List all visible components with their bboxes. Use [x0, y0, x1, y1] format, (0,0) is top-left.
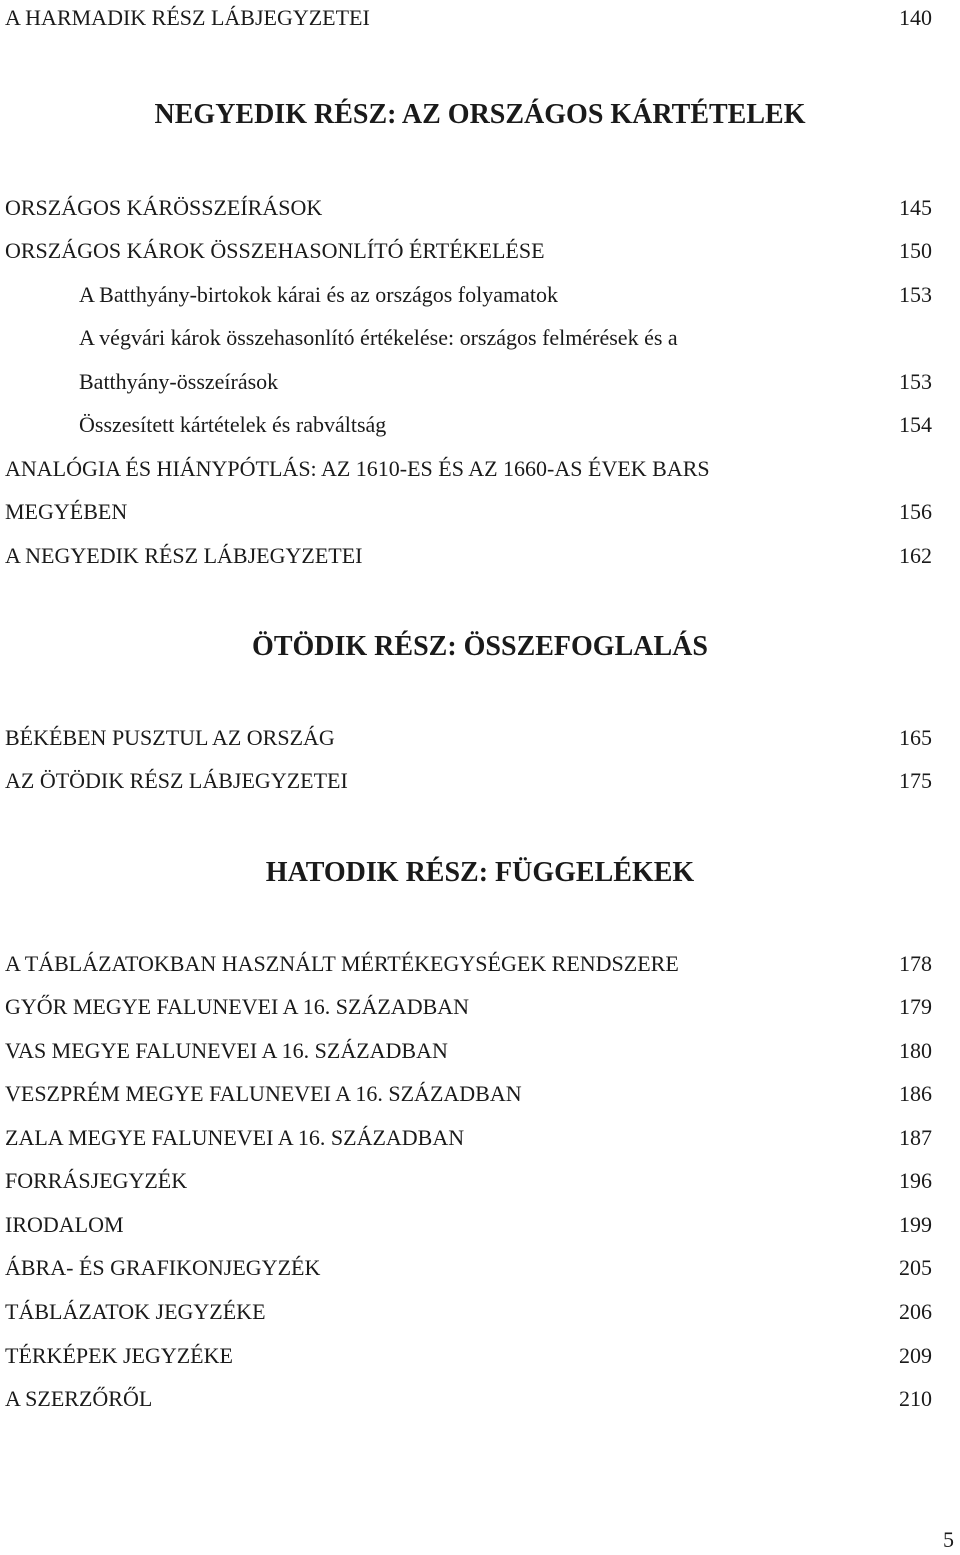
- toc-entry-page: 178: [899, 951, 932, 976]
- toc-entry-title: ORSZÁGOS KÁROK ÖSSZEHASONLÍTÓ ÉRTÉKELÉSE: [5, 238, 545, 263]
- toc-entry-title: TÁBLÁZATOK JEGYZÉKE: [5, 1299, 266, 1324]
- section-heading-part5: ÖTÖDIK RÉSZ: ÖSSZEFOGLALÁS: [252, 631, 708, 662]
- toc-subentry: [0, 367, 960, 397]
- toc-entry: [0, 541, 960, 571]
- toc-entry-title: A végvári károk összehasonlító értékelése: országos felmérések és a: [79, 325, 678, 350]
- toc-entry: [0, 1297, 960, 1327]
- toc-entry-title: ORSZÁGOS KÁRÖSSZEÍRÁSOK: [5, 195, 323, 220]
- toc-entry: [0, 193, 960, 223]
- toc-entry-page: 180: [899, 1038, 932, 1063]
- toc-entry-title: A TÁBLÁZATOKBAN HASZNÁLT MÉRTÉKEGYSÉGEK RENDSZERE: [5, 951, 679, 976]
- toc-subentry: [0, 280, 960, 310]
- toc-entry-title: GYŐR MEGYE FALUNEVEI A 16. SZÁZADBAN: [5, 994, 470, 1019]
- toc-subentry: [0, 410, 960, 440]
- toc-entry-title: AZ ÖTÖDIK RÉSZ LÁBJEGYZETEI: [5, 768, 348, 793]
- toc-entry: [0, 992, 960, 1022]
- toc-entry-page: 186: [899, 1081, 932, 1106]
- toc-entry: [0, 454, 960, 484]
- toc-entry-title: ANALÓGIA ÉS HIÁNYPÓTLÁS: AZ 1610-ES ÉS AZ 1660-AS ÉVEK BARS: [5, 456, 710, 481]
- toc-entry-page: 154: [899, 412, 932, 437]
- toc-entry-page: 150: [899, 238, 932, 263]
- toc-subentry: [0, 323, 960, 353]
- toc-entry-title: VESZPRÉM MEGYE FALUNEVEI A 16. SZÁZADBAN: [5, 1081, 522, 1106]
- toc-entry-page: 153: [899, 369, 932, 394]
- toc-entry-title: A Batthyány-birtokok kárai és az országos folyamatok: [79, 282, 558, 307]
- toc-entry-title: Összesített kártételek és rabváltság: [79, 412, 387, 437]
- toc-entry: [0, 1210, 960, 1240]
- toc-entry: [0, 1384, 960, 1414]
- toc-entry-title: BÉKÉBEN PUSZTUL AZ ORSZÁG: [5, 725, 335, 750]
- toc-entry-title: A HARMADIK RÉSZ LÁBJEGYZETEI: [5, 5, 370, 30]
- toc-entry-page: 205: [899, 1255, 932, 1280]
- toc-entry-page: 187: [899, 1125, 932, 1150]
- toc-entry-page: 140: [899, 5, 932, 30]
- toc-entry-title: IRODALOM: [5, 1212, 124, 1237]
- toc-entry-title: VAS MEGYE FALUNEVEI A 16. SZÁZADBAN: [5, 1038, 448, 1063]
- toc-entry-title: MEGYÉBEN: [5, 499, 128, 524]
- page-number: 5: [943, 1527, 954, 1552]
- toc-entry: [0, 1036, 960, 1066]
- toc-entry: [0, 497, 960, 527]
- toc-entry: [0, 723, 960, 753]
- toc-entry-title: A NEGYEDIK RÉSZ LÁBJEGYZETEI: [5, 543, 363, 568]
- toc-entry-page: 165: [899, 725, 932, 750]
- toc-entry-page: 156: [899, 499, 932, 524]
- toc-entry: [0, 1166, 960, 1196]
- toc-entry-title: FORRÁSJEGYZÉK: [5, 1168, 188, 1193]
- toc-entry-title: TÉRKÉPEK JEGYZÉKE: [5, 1343, 233, 1368]
- toc-entry: [0, 236, 960, 266]
- toc-entry-title: Batthyány-összeírások: [79, 369, 279, 394]
- toc-entry: [0, 949, 960, 979]
- toc-entry: [0, 766, 960, 796]
- toc-entry-title: ÁBRA- ÉS GRAFIKONJEGYZÉK: [5, 1255, 321, 1280]
- toc-entry: [0, 1079, 960, 1109]
- toc-entry-page: 179: [899, 994, 932, 1019]
- toc-entry-page: 206: [899, 1299, 932, 1324]
- section-heading-part6: HATODIK RÉSZ: FÜGGELÉKEK: [265, 857, 695, 888]
- toc-entry-page: 209: [899, 1343, 932, 1368]
- toc-entry-page: 196: [899, 1168, 932, 1193]
- toc-entry-page: 199: [899, 1212, 932, 1237]
- toc-entry: [0, 1253, 960, 1283]
- toc-entry-page: 153: [899, 282, 932, 307]
- toc-entry-title: A SZERZŐRŐL: [5, 1386, 153, 1411]
- toc-entry: [0, 3, 960, 33]
- toc-entry-page: 145: [899, 195, 932, 220]
- toc-entry-page: 210: [899, 1386, 932, 1411]
- toc-entry: [0, 1341, 960, 1371]
- section-heading-part4: NEGYEDIK RÉSZ: AZ ORSZÁGOS KÁRTÉTELEK: [154, 99, 806, 130]
- toc-entry-page: 175: [899, 768, 932, 793]
- toc-entry: [0, 1123, 960, 1153]
- toc-entry-title: ZALA MEGYE FALUNEVEI A 16. SZÁZADBAN: [5, 1125, 465, 1150]
- toc-entry-page: 162: [899, 543, 932, 568]
